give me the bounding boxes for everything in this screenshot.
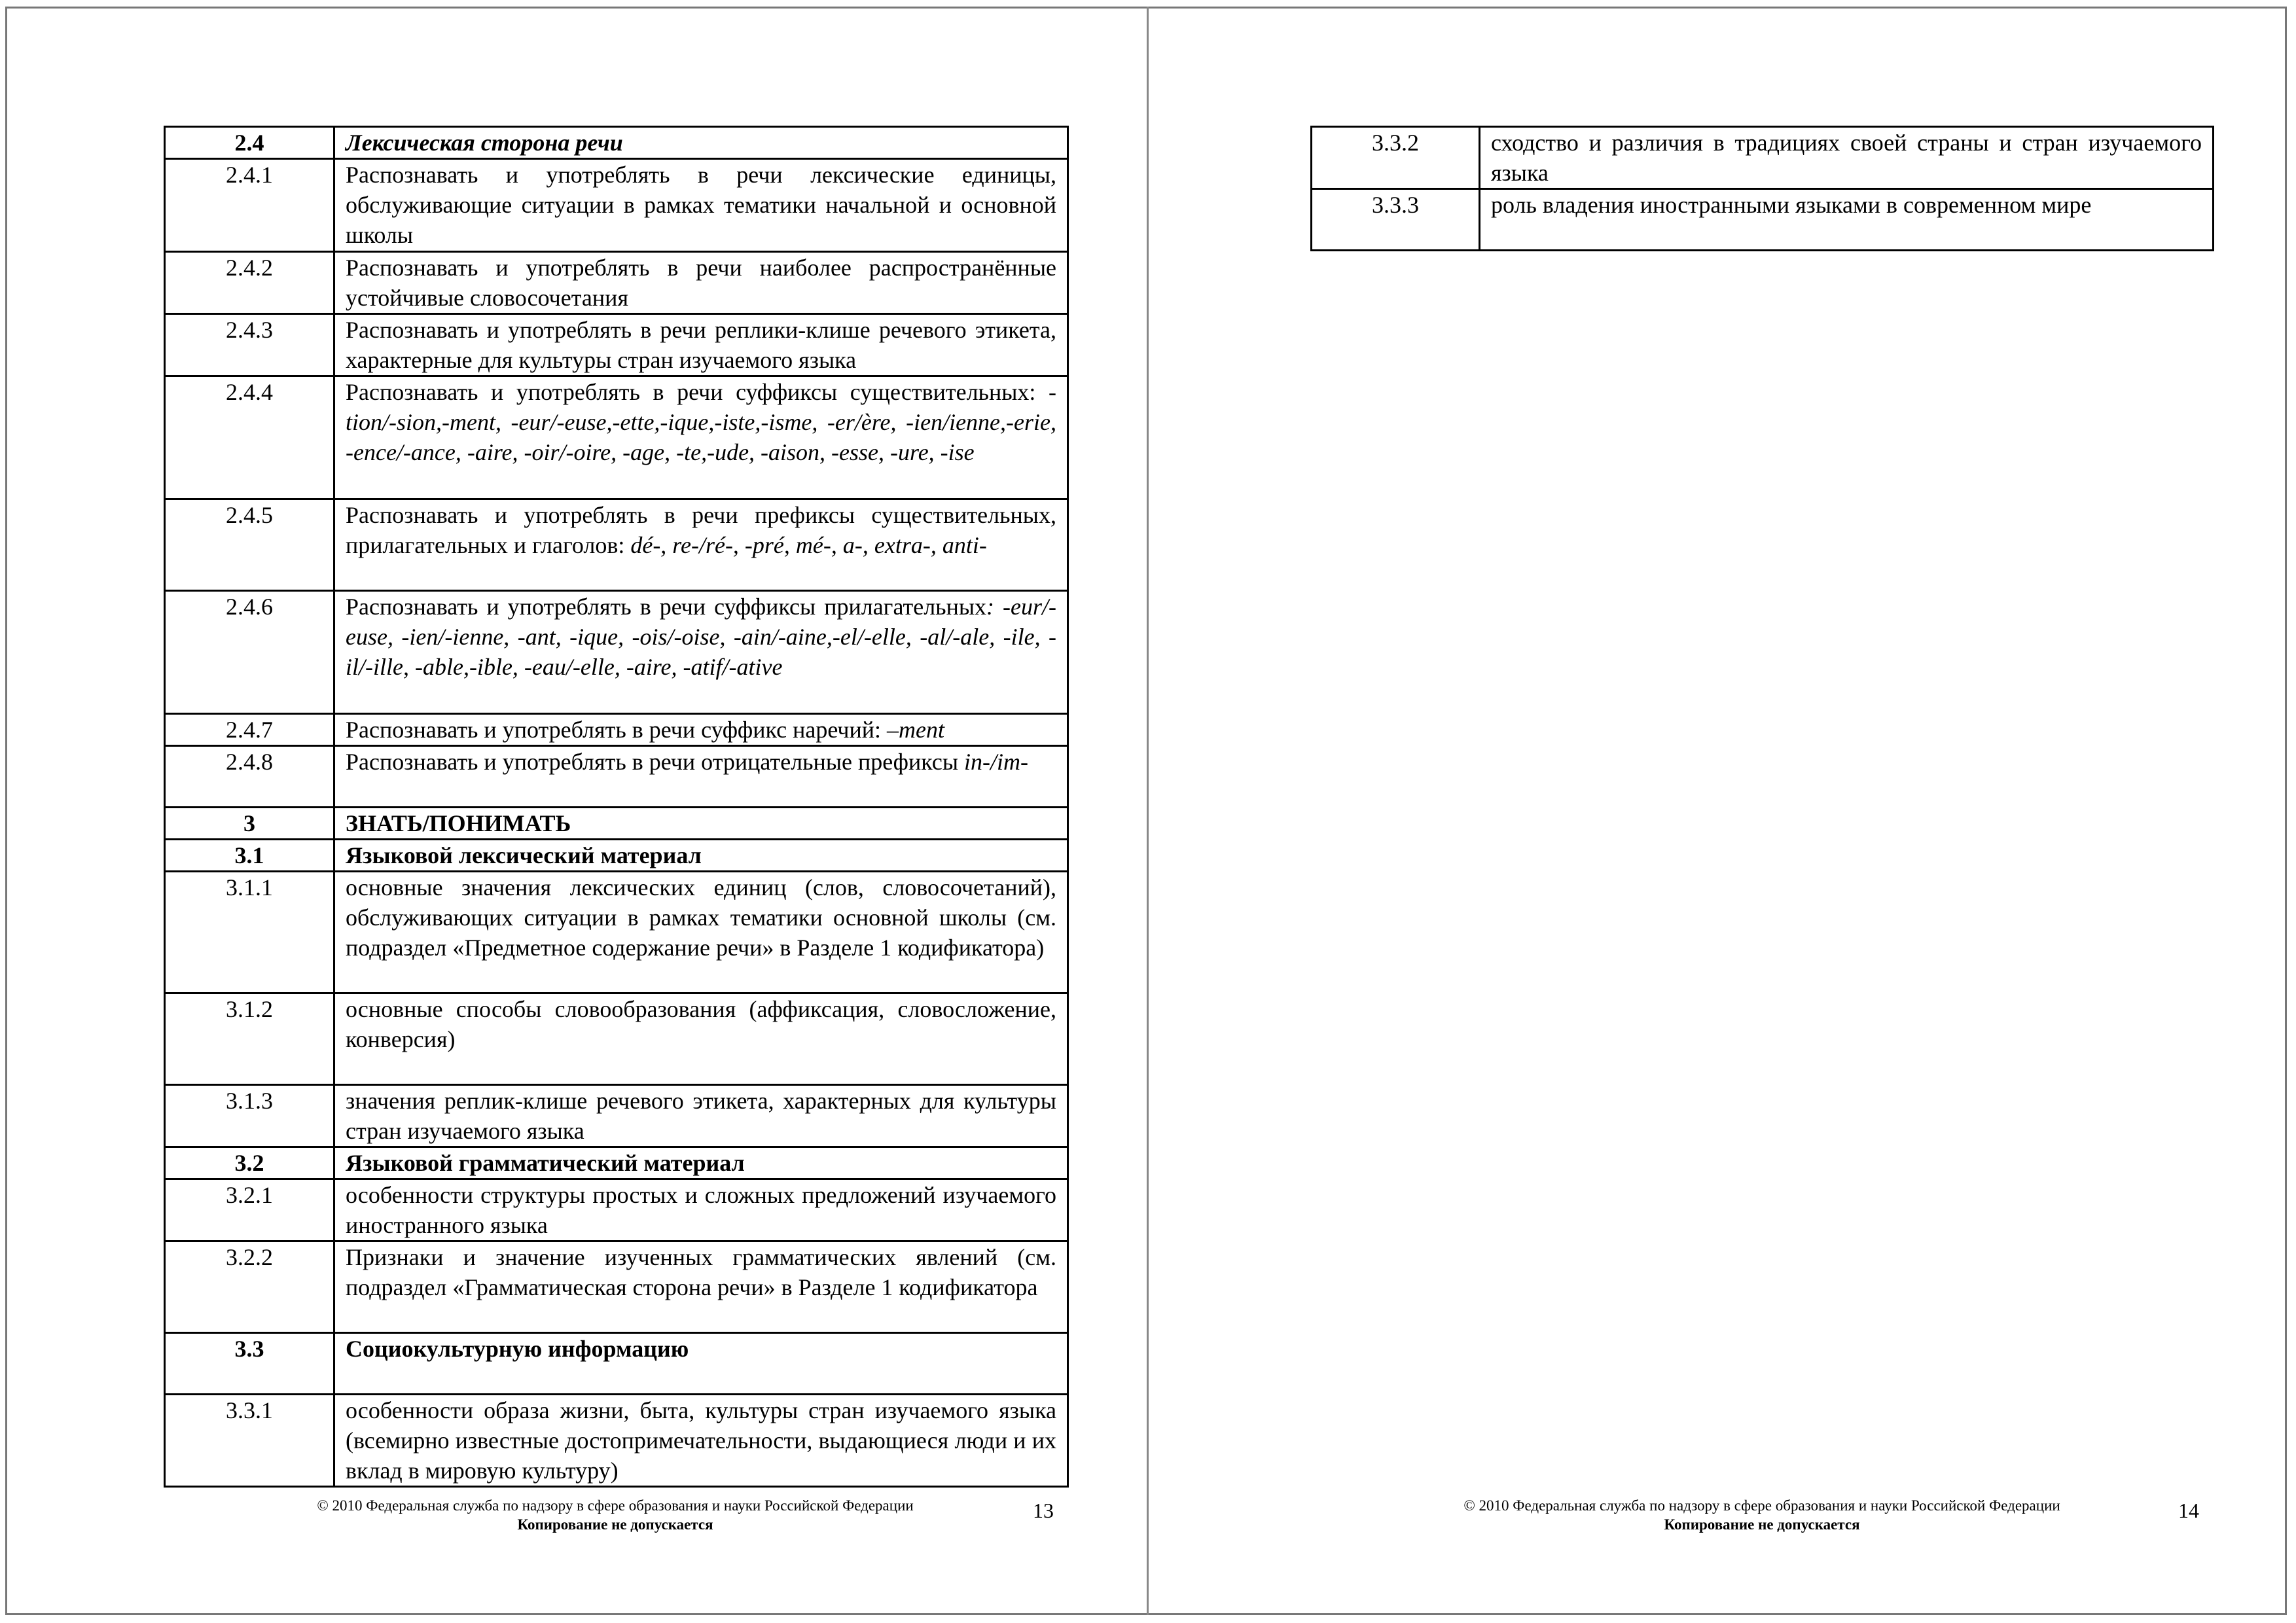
row-code: 3.3 bbox=[165, 1333, 334, 1395]
row-code: 3.1.2 bbox=[165, 993, 334, 1085]
text-fragment: Языковой грамматический материал bbox=[346, 1150, 745, 1176]
table-row bbox=[165, 746, 1068, 808]
row-code: 2.4.5 bbox=[165, 499, 334, 591]
row-description bbox=[334, 993, 1068, 1085]
table-row bbox=[165, 1333, 1068, 1395]
row-code: 2.4.6 bbox=[165, 591, 334, 714]
row-code: 2.4.7 bbox=[165, 714, 334, 746]
text-fragment: основные способы словообразования (аффиксация, словосложение, конверсия) bbox=[346, 996, 1056, 1052]
text-fragment: особенности образа жизни, быта, культуры стран изучаемого языка (всемирно известные достопримечательности, выдающиеся люди и их вклад в мировую культуру) bbox=[346, 1397, 1056, 1484]
row-code: 3.3.1 bbox=[165, 1395, 334, 1487]
text-fragment: –ment bbox=[887, 717, 945, 743]
row-description bbox=[334, 314, 1068, 376]
text-fragment: ЗНАТЬ/ПОНИМАТЬ bbox=[346, 810, 571, 836]
text-fragment: -tion/-sion,-ment, -eur/-euse,-ette,-ique,-iste,-isme, -er/ère, -ien/ienne,-erie, -ence/-ance, -aire, -oir/-oire, -age, -te,-ude, -aison, -esse, -ure, -ise bbox=[346, 379, 1056, 465]
row-description bbox=[334, 1179, 1068, 1241]
row-description bbox=[334, 872, 1068, 993]
row-description bbox=[334, 840, 1068, 872]
row-description bbox=[334, 499, 1068, 591]
table-row bbox=[165, 840, 1068, 872]
row-code: 3.1.3 bbox=[165, 1085, 334, 1147]
table-row bbox=[165, 314, 1068, 376]
table-row bbox=[165, 1085, 1068, 1147]
table-row bbox=[165, 1241, 1068, 1333]
row-code: 2.4.3 bbox=[165, 314, 334, 376]
row-code: 3.1.1 bbox=[165, 872, 334, 993]
table-row bbox=[165, 159, 1068, 252]
row-code: 3.1 bbox=[165, 840, 334, 872]
row-code: 3.3.3 bbox=[1312, 189, 1480, 251]
footer-left bbox=[236, 1496, 995, 1534]
row-description bbox=[1480, 189, 2214, 251]
text-fragment: особенности структуры простых и сложных предложений изучаемого иностранного языка bbox=[346, 1182, 1056, 1238]
row-description bbox=[334, 808, 1068, 840]
table-row bbox=[165, 714, 1068, 746]
codifier-table-right bbox=[1310, 126, 2214, 251]
text-fragment: Языковой лексический материал bbox=[346, 842, 702, 868]
text-fragment: основные значения лексических единиц (слов, словосочетаний), обслуживающих ситуации в рамках тематики основной школы (см. подраздел «Предметное содержание речи» в Разделе 1 кодификатора) bbox=[346, 874, 1056, 961]
table-row bbox=[165, 127, 1068, 159]
text-fragment: роль владения иностранными языками в современном мире bbox=[1491, 192, 2092, 218]
page-divider bbox=[1147, 7, 1149, 1615]
table-row bbox=[165, 591, 1068, 714]
copyright-text: © 2010 Федеральная служба по надзору в сфере образования и науки Российской Федерации bbox=[317, 1497, 914, 1514]
row-code: 2.4.1 bbox=[165, 159, 334, 252]
row-description bbox=[334, 1395, 1068, 1487]
row-description bbox=[334, 159, 1068, 252]
codifier-table-left bbox=[164, 126, 1069, 1488]
row-description bbox=[334, 714, 1068, 746]
row-description bbox=[334, 746, 1068, 808]
table-row bbox=[165, 376, 1068, 499]
text-fragment: Распознавать и употреблять в речи суффиксы существительных: bbox=[346, 379, 1049, 405]
text-fragment: Лексическая сторона речи bbox=[346, 130, 623, 156]
copyright-text: © 2010 Федеральная служба по надзору в сфере образования и науки Российской Федерации bbox=[1463, 1497, 2060, 1514]
text-fragment: Распознавать и употреблять в речи суффикс наречий: bbox=[346, 717, 888, 743]
row-description bbox=[334, 1147, 1068, 1179]
row-code: 3.2.2 bbox=[165, 1241, 334, 1333]
row-description bbox=[334, 127, 1068, 159]
row-code: 2.4.4 bbox=[165, 376, 334, 499]
row-code: 3.2.1 bbox=[165, 1179, 334, 1241]
text-fragment: Признаки и значение изученных грамматических явлений (см. подраздел «Грамматическая сторона речи» в Разделе 1 кодификатора bbox=[346, 1244, 1056, 1300]
table-row bbox=[1312, 127, 2214, 189]
row-code: 3.2 bbox=[165, 1147, 334, 1179]
row-code: 2.4.2 bbox=[165, 252, 334, 314]
table-row bbox=[165, 993, 1068, 1085]
table-row bbox=[165, 808, 1068, 840]
text-fragment: Распознавать и употреблять в речи лексические единицы, обслуживающие ситуации в рамках тематики начальной и основной школы bbox=[346, 162, 1056, 248]
row-description bbox=[1480, 127, 2214, 189]
row-code: 2.4.8 bbox=[165, 746, 334, 808]
footer-right bbox=[1382, 1496, 2142, 1534]
table-row bbox=[165, 1395, 1068, 1487]
row-description bbox=[334, 1241, 1068, 1333]
text-fragment: значения реплик-клише речевого этикета, характерных для культуры стран изучаемого языка bbox=[346, 1088, 1056, 1144]
row-code: 3 bbox=[165, 808, 334, 840]
text-fragment: сходство и различия в традициях своей страны и стран изучаемого языка bbox=[1491, 130, 2202, 186]
table-row bbox=[165, 499, 1068, 591]
text-fragment: : -eur/-euse, -ien/-ienne, -ant, -ique, -ois/-oise, -ain/-aine,-el/-elle, -al/-ale, -ile, -il/-ille, -able,-ible, -eau/-elle, -aire, -atif/-ative bbox=[346, 594, 1056, 680]
text-fragment: Распознавать и употреблять в речи реплики-клише речевого этикета, характерные для культуры стран изучаемого языка bbox=[346, 317, 1056, 373]
table-row bbox=[165, 872, 1068, 993]
table-row bbox=[1312, 189, 2214, 251]
table-row bbox=[165, 252, 1068, 314]
copy-notice: Копирование не допускается bbox=[1664, 1516, 1860, 1533]
row-code: 2.4 bbox=[165, 127, 334, 159]
text-fragment: Социокультурную информацию bbox=[346, 1336, 689, 1362]
row-description bbox=[334, 1333, 1068, 1395]
text-fragment: Распознавать и употреблять в речи наиболее распространённые устойчивые словосочетания bbox=[346, 255, 1056, 311]
row-description bbox=[334, 252, 1068, 314]
text-fragment: Распознавать и употреблять в речи суффиксы прилагательных bbox=[346, 594, 987, 620]
text-fragment: in-/im- bbox=[964, 749, 1029, 775]
row-code: 3.3.2 bbox=[1312, 127, 1480, 189]
text-fragment: Распознавать и употреблять в речи отрицательные префиксы bbox=[346, 749, 965, 775]
text-fragment: Распознавать и употреблять в речи префиксы существительных, прилагательных и глаголов: bbox=[346, 502, 1056, 558]
table-row bbox=[165, 1147, 1068, 1179]
row-description bbox=[334, 376, 1068, 499]
row-description bbox=[334, 1085, 1068, 1147]
table-row bbox=[165, 1179, 1068, 1241]
copy-notice: Копирование не допускается bbox=[517, 1516, 713, 1533]
page-number-right: 14 bbox=[2178, 1499, 2199, 1522]
page-number-left: 13 bbox=[1033, 1499, 1054, 1522]
text-fragment: dé-, re-/ré-, -pré, mé-, a-, extra-, anti- bbox=[630, 532, 987, 558]
row-description bbox=[334, 591, 1068, 714]
